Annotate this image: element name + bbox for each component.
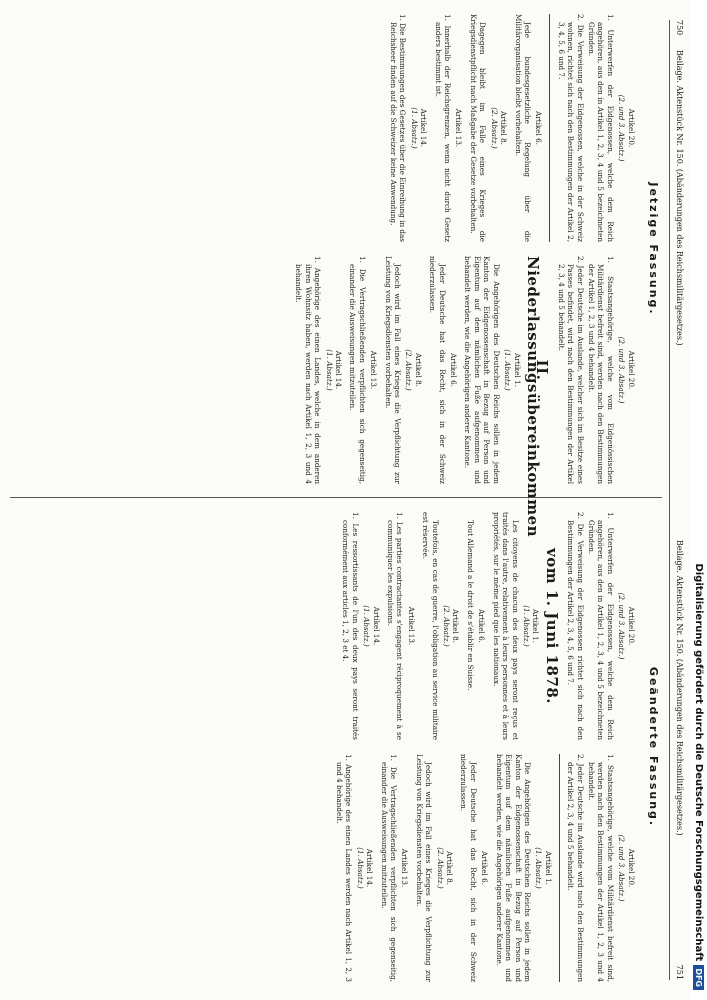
- article-subheading: (2. und 3. Absatz.): [617, 834, 627, 902]
- article-heading: Artikel 14.: [419, 108, 429, 148]
- article-heading: Artikel 20.: [626, 108, 636, 148]
- article-heading: Artikel 6.: [449, 353, 459, 387]
- article-paragraph: 1. Unterwerfen der Eidgenossen, welche dem Reich angehören, aus den in Artikel 1, 2, 3, 4 und 5 bezeichneten Gründen.: [586, 14, 615, 242]
- article-paragraph: 1. Angehörige des einen Landes werden nach Artikel 1, 2, 3 und 4 behandelt.: [335, 754, 354, 982]
- left-column-2: [292, 256, 641, 538]
- article-heading: Artikel 14.: [334, 350, 344, 390]
- article-paragraph: 1. Angehörige des einen Landes, welche in dem anderen ihren Wohnsitz haben, werden nach Artikel 1, 2, 3 und 4 behandelt.: [294, 256, 323, 484]
- article-heading: Artikel 13.: [369, 350, 379, 390]
- article-paragraph: Tout Allemand a le droit de s'établir en Suisse.: [465, 520, 475, 691]
- running-title-right: Beilage. Aktenstück Nr. 150. (Abänderungen des Reichsmilitärgesetzes.): [675, 540, 684, 836]
- article-paragraph: 2. Die Verweisung der Eidgenossen, welche in der Schweiz wohnen, richtet sich nach den Bestimmungen der Artikel 2, 3, 4, 5, 6 und 7.: [556, 14, 585, 242]
- left-page: [10, 14, 662, 538]
- article-paragraph: Jeder Deutsche hat das Recht, sich in der Schweiz niederzulassen.: [459, 754, 478, 982]
- article-subheading: (1. Absatz.): [362, 605, 372, 647]
- page-number-right: 751: [675, 964, 684, 980]
- article-paragraph: 1. Innerhalb der Reichsgrenzen, wenn nicht durch Gesetz anders bestimmt ist.: [433, 14, 453, 242]
- dfg-logo: DFG: [693, 965, 704, 990]
- article-heading: Artikel 8.: [499, 111, 509, 145]
- article-heading: Artikel 20.: [626, 606, 636, 646]
- article-heading: Artikel 13.: [406, 606, 416, 646]
- article-subheading: (2. und 3. Absatz.): [617, 592, 627, 660]
- article-paragraph: 2. Die Verweisung der Eidgenossen richtet sich nach den Bestimmungen der Artikel 2, 3, 4, 5, 6 und 7.: [566, 512, 585, 740]
- article-heading: Artikel 1.: [543, 851, 553, 885]
- article-heading: Artikel 13.: [454, 108, 464, 148]
- article-paragraph: Jeder Deutsche hat das Recht, sich in der Schweiz niederzulassen.: [428, 256, 447, 484]
- article-paragraph: 1. Die Vertragschließenden verpflichten sich gegenseitig, einander die Ausweisungen mitzuteilen.: [379, 754, 399, 982]
- divider: [549, 14, 550, 242]
- article-subheading: (1. Absatz.): [409, 107, 419, 149]
- section-title: II. Niederlassungsübereinkommen: [523, 256, 552, 538]
- running-title-left: Beilage. Aktenstück Nr. 150. (Abänderungen des Reichsmilitärgesetzes.): [675, 50, 684, 346]
- article-subheading: (1. Absatz.): [521, 605, 531, 647]
- article-subheading: (2. Absatz.): [442, 605, 452, 647]
- article-subheading: (2. Absatz.): [435, 847, 445, 889]
- digitization-sidebar: [690, 0, 707, 1000]
- article-heading: Artikel 8.: [451, 609, 461, 643]
- article-heading: Artikel 6.: [534, 111, 544, 145]
- article-subheading: (2. Absatz.): [489, 107, 499, 149]
- article-heading: Artikel 20.: [626, 848, 636, 888]
- digitization-credit-text: Digitalisierung gefördert durch die Deutsche Forschungsgemeinschaft: [693, 563, 704, 962]
- article-heading: Artikel 14.: [365, 848, 375, 888]
- right-column-2: [333, 754, 641, 982]
- article-paragraph: Die Angehörigen des Deutschen Reichs sollen in jedem Kanton der Eidgenossenschaft in Bezug auf Person und Eigentum auf dem nämlichen Fuße aufgenommen und behandelt werden, wie die Angehörigen anderer Kantone.: [494, 754, 532, 982]
- article-subheading: (2. Absatz.): [404, 349, 414, 391]
- right-page: [10, 512, 662, 982]
- divider: [559, 754, 560, 982]
- left-page-heading: Jetzige Fassung.: [647, 182, 660, 316]
- left-column-1: [292, 14, 641, 242]
- digitization-credit: [690, 0, 707, 1000]
- article-paragraph: 1. Die Vertragschließenden verpflichten sich gegenseitig, einander die Ausweisungen mitzuteilen.: [348, 256, 367, 484]
- article-paragraph: 1. Les ressortissants de l'un des deux pays seront traités conformément aux articles 1, 2, 3 et 4.: [341, 512, 360, 740]
- article-paragraph: Les citoyens de chacun des deux pays seront reçus et traités dans l'autre, relativement à leurs personnes et à leurs propriétés, sur le même pied que les nationaux.: [491, 512, 520, 740]
- article-paragraph: Toutefois, en cas de guerre, l'obligation au service militaire est réservée.: [421, 512, 440, 740]
- article-heading: Artikel 1.: [512, 353, 522, 387]
- article-paragraph: 1. Staatsangehörige, welche vom Militärdienst befreit sind, werden nach den Bestimmungen der Artikel 1, 2, 3 und 4 behandelt.: [586, 754, 615, 982]
- article-paragraph: 1. Les parties contractantes s'engagent réciproquement à se communiquer les expulsions.: [386, 512, 405, 740]
- article-paragraph: 2. Jeder Deutsche im Auslande, welcher sich im Besitze eines Passes befindet, wird nach den Bestimmungen der Artikel 2, 3, 4 und 5 behandelt.: [556, 256, 585, 484]
- article-paragraph: 1. Staatsangehörige, welche vom Eidgenössischen Militärdienst befreit sind, werden nach den Bestimmungen der Artikel 1, 2, 3 und 4 behandelt.: [586, 256, 615, 484]
- article-paragraph: Jedoch wird im Fall eines Krieges die Verpflichtung zur Leistung von Kriegsdiensten vorbehalten.: [383, 256, 403, 484]
- article-subheading: (1. Absatz.): [534, 847, 544, 889]
- article-paragraph: 2. Jeder Deutsche im Auslande wird nach den Bestimmungen der Artikel 2, 3, 4 und 5 behandelt.: [566, 754, 585, 982]
- article-heading: Artikel 6.: [480, 851, 490, 885]
- article-paragraph: 1. Unterwerfen der Eidgenossen, welche dem Reich angehören, aus den in Artikel 1, 2, 3, 4 und 5 bezeichneten Gründen.: [586, 512, 615, 740]
- article-paragraph: Die Angehörigen des Deutschen Reichs sollen in jedem Kanton der Eidgenossenschaft in Bezug auf Person und Eigentum auf dem nämlichen Fuße aufgenommen und behandelt werden, wie die Angehörigen anderer Kantone.: [463, 256, 501, 484]
- article-subheading: (1. Absatz.): [324, 349, 334, 391]
- article-heading: Artikel 8.: [445, 851, 455, 885]
- page-gutter-rule: [10, 497, 662, 498]
- article-subheading: (2. und 3. Absatz.): [617, 336, 627, 404]
- article-heading: Artikel 20.: [626, 350, 636, 390]
- page-number-left: 750: [675, 20, 684, 36]
- article-heading: Artikel 6.: [477, 609, 487, 643]
- article-paragraph: Jedoch wird im Fall eines Krieges die Verpflichtung zur Leistung von Kriegsdiensten vorbehalten.: [414, 754, 434, 982]
- article-paragraph: Dagegen bleibt im Falle eines Krieges die Kriegsdienstpflicht nach Maßgabe der Gesetze vorbehalten.: [468, 14, 488, 242]
- article-heading: Artikel 8.: [413, 353, 423, 387]
- article-subheading: (2. und 3. Absatz.): [617, 94, 627, 162]
- article-subheading: (1. Absatz.): [503, 349, 513, 391]
- article-heading: Artikel 1.: [531, 609, 541, 643]
- article-paragraph: 1. Die Bestimmungen des Gesetzes über die Einreihung in das Reichsheer finden auf die Schweizer keine Anwendung.: [389, 14, 408, 242]
- article-heading: Artikel 14.: [371, 606, 381, 646]
- right-column-1: [333, 512, 641, 740]
- article-paragraph: Jede bundesgesetzliche Regelung über die Militärorganisation bleibt vorbehalten.: [513, 14, 532, 242]
- article-heading: Artikel 13.: [400, 848, 410, 888]
- running-head: [669, 20, 684, 980]
- right-page-heading: Geänderte Fassung.: [647, 666, 660, 828]
- date-title: vom 1. Juni 1878.: [542, 548, 561, 704]
- article-subheading: (1. Absatz.): [355, 847, 365, 889]
